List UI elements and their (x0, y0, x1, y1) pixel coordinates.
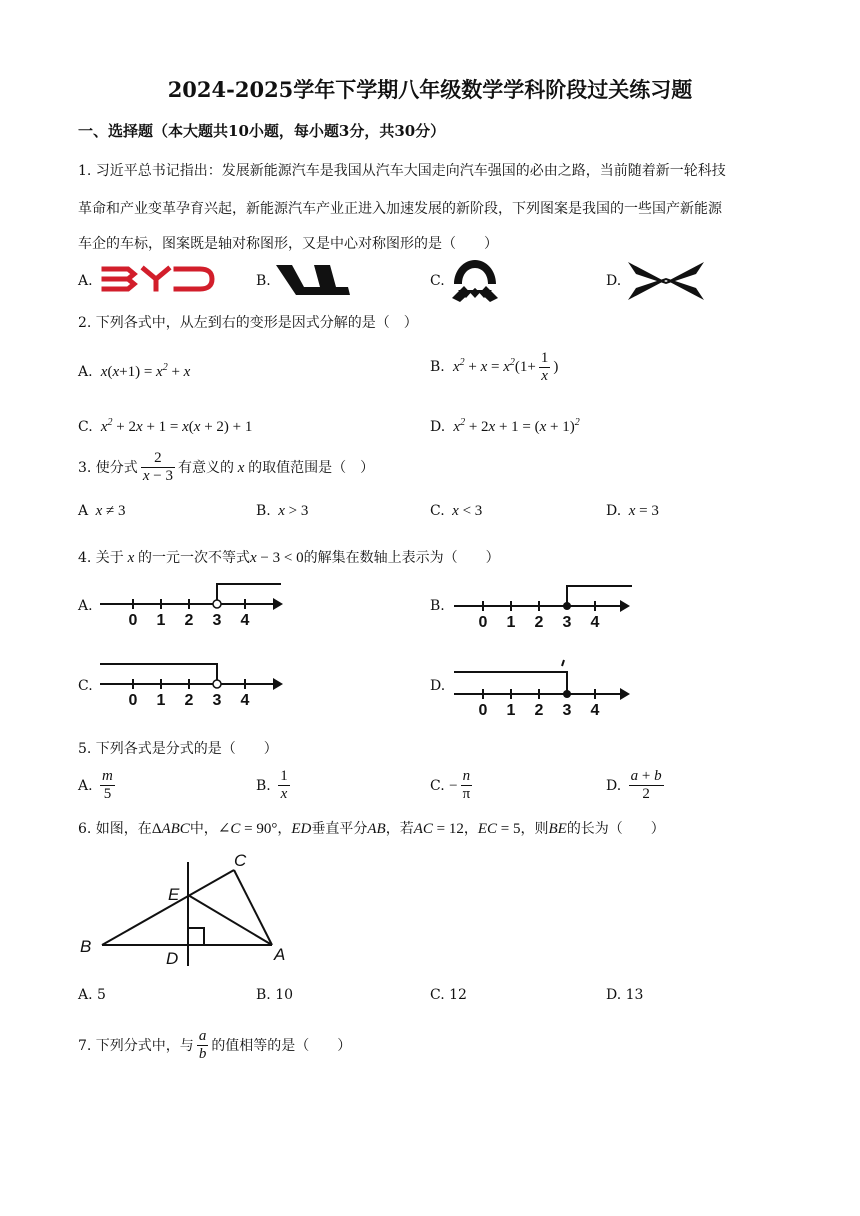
q1-option-c-label: C. (430, 273, 445, 289)
tick-label: 2 (534, 614, 544, 630)
q4-option-b-label: B. (430, 598, 445, 614)
point-label-c: C (234, 851, 247, 870)
point-label-d: D (166, 949, 179, 968)
q2-option-c-label: C. (78, 419, 93, 435)
q5-option-b-label: B. (256, 777, 271, 794)
number-line-d (452, 656, 638, 718)
q3-option-d-label: D. (606, 503, 622, 519)
q6-option-a: A. 5 (78, 987, 106, 1003)
q6-stem-pre: 6. 如图，在 (78, 821, 152, 837)
q5-option-c: C. − $\frac{n}{\pi}$ (430, 768, 471, 803)
byd-logo-icon (100, 265, 216, 293)
tick-label: 2 (534, 702, 544, 718)
q4-stem-pre: 4. 关于 (78, 550, 124, 566)
tick-label: 4 (240, 692, 250, 708)
tick-label: 2 (184, 612, 194, 628)
q4-option-a-label: A. (78, 598, 93, 614)
tick-label: 0 (128, 692, 138, 708)
section-heading: 一、选择题（本大题共10小题，每小题3分，共30分） (78, 122, 446, 140)
question-5-stem: 5. 下列各式是分式的是（ ） (78, 741, 278, 757)
tick-label: 3 (562, 702, 572, 718)
tick-label: 0 (478, 614, 488, 630)
q5-option-b: B. $\frac{1}{x}$ (256, 768, 288, 803)
tick-label: 4 (590, 702, 600, 718)
q4-option-d-label: D. (430, 678, 446, 694)
tick-label: 4 (590, 614, 600, 630)
question-1-line-3: 车企的车标，图案既是轴对称图形，又是中心对称图形的是（ ） (78, 236, 498, 252)
tick-label: 0 (478, 702, 488, 718)
q3-option-b-label: B. (256, 503, 271, 519)
q6-option-c: C. 12 (430, 987, 467, 1003)
q2-option-d: D. $x^2 + 2x + 1 = (x + 1)^2$ (430, 417, 580, 435)
tick-label: 1 (506, 614, 516, 630)
tick-label: 3 (212, 612, 222, 628)
q5-option-a-label: A. (78, 777, 93, 794)
q7-stem-post: 的值相等的是（ ） (211, 1037, 352, 1054)
tick-label: 1 (156, 692, 166, 708)
q5-option-a: A. $\frac{m}{5}$ (78, 768, 113, 803)
question-4-stem: 4. 关于 x 的一元一次不等式x − 3 < 0的解集在数轴上表示为（ ） (78, 550, 500, 566)
triangle-figure (76, 848, 296, 970)
q2-option-b-label: B. (430, 359, 445, 376)
car-logo-b-icon (274, 263, 352, 297)
q7-stem-pre: 7. 下列分式中，与 (78, 1037, 194, 1054)
tick-label: 1 (156, 612, 166, 628)
q1-option-b-label: B. (256, 273, 271, 289)
q3-stem-end: 的取值范围是（ ） (248, 459, 375, 476)
q6-option-d: D. 13 (606, 987, 644, 1003)
question-1-line-1: 1. 习近平总书记指出：发展新能源汽车是我国从汽车大国走向汽车强国的必由之路，当前随着新一轮科技 (78, 163, 726, 179)
q6-option-b: B. 10 (256, 987, 294, 1003)
q2-option-c: C. $x^2 + 2x + 1 = x(x + 2) + 1$ (78, 417, 253, 435)
tick-label: 4 (240, 612, 250, 628)
question-6-stem: 6. 如图，在ΔABC中，∠C = 90°，ED垂直平分AB，若AC = 12，EC = 5，则BE的长为（ ） (78, 821, 665, 837)
question-2-stem: 2. 下列各式中，从左到右的变形是因式分解的是（ ） (78, 315, 418, 331)
q3-option-b: B. x > 3 (256, 503, 309, 519)
q2-option-a: A. $x(x+1) = x^2 + x$ (78, 362, 191, 380)
tick-label: 3 (562, 614, 572, 630)
q2-option-d-label: D. (430, 419, 446, 435)
page-title: 2024-2025学年下学期八年级数学学科阶段过关练习题 (167, 77, 693, 102)
q5-option-d-label: D. (606, 777, 622, 794)
q3-option-a-label: A (78, 503, 89, 519)
question-3-stem: 3. 使分式 $\frac{2}{x - 3}$ 有意义的 x 的取值范围是（ ） (78, 450, 375, 485)
number-line-c (98, 656, 288, 708)
q1-option-d-label: D. (606, 273, 622, 289)
point-label-a: A (274, 945, 286, 964)
q3-stem-pre: 3. 使分式 (78, 459, 138, 476)
q3-option-c-label: C. (430, 503, 445, 519)
q1-option-a-label: A. (78, 273, 93, 289)
number-line-b (452, 580, 638, 630)
q6-stem-end: 的长为（ ） (566, 821, 665, 837)
tick-label: 0 (128, 612, 138, 628)
question-7-stem: 7. 下列分式中，与 $\frac{a}{b}$ 的值相等的是（ ） (78, 1028, 352, 1063)
q3-stem-post: 有意义的 (177, 459, 234, 476)
tick-label: 1 (506, 702, 516, 718)
q2-option-b: B. $x^2 + x = x^2(1+$ $\frac{1}{x}$ ) (430, 350, 559, 385)
tick-label: 3 (212, 692, 222, 708)
q4-option-c-label: C. (78, 678, 93, 694)
question-1-line-2: 革命和产业变革孕育兴起，新能源汽车产业正进入加速发展的新阶段，下列图案是我国的一些国产新能源 (78, 201, 722, 217)
q2-option-a-label: A. (78, 364, 93, 380)
q5-option-d: D. $\frac{a + b}{2}$ (606, 768, 662, 803)
xpeng-logo-icon (626, 260, 706, 302)
q3-stem-var: x (237, 459, 245, 476)
point-label-b: B (80, 937, 92, 956)
point-label-e: E (168, 885, 180, 904)
q4-stem-var: x (127, 550, 135, 566)
q3-option-d: D. x = 3 (606, 503, 659, 519)
tick-label: 2 (184, 692, 194, 708)
q5-option-c-label: C. (430, 777, 445, 794)
q3-option-a: A x ≠ 3 (78, 503, 126, 519)
q3-option-c: C. x < 3 (430, 503, 483, 519)
q4-stem-end: 的解集在数轴上表示为（ ） (303, 550, 500, 566)
number-line-a (98, 578, 288, 628)
nio-logo-icon (450, 258, 500, 304)
q4-stem-mid: 的一元一次不等式 (137, 550, 250, 566)
